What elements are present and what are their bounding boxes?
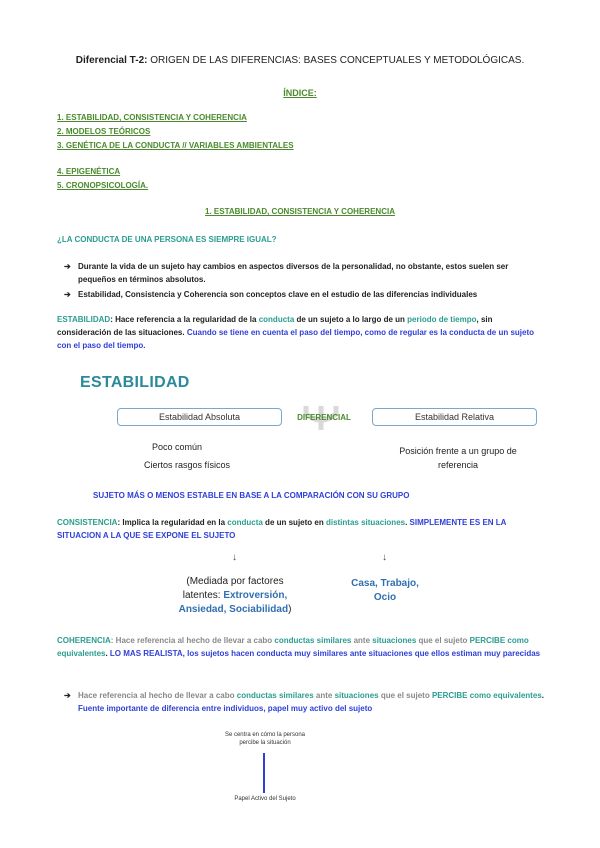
para-text: : Implica la regularidad en la [117,518,228,527]
index-link-3[interactable]: 3. GENÉTICA DE LA CONDUCTA // VARIABLES AMBIENTALES [57,141,294,150]
latentes-caption [160,575,310,617]
sujeto-note: SUJETO MÁS O MENOS ESTABLE EN BASE A LA COMPARACIÓN CON SU GRUPO [93,491,410,500]
bullet-text: Estabilidad, Consistencia y Coherencia son conceptos clave en el estudio de las diferencias individuales [78,290,478,299]
latentes-text: latentes: [182,590,224,601]
consistencia-label: CONSISTENCIA [57,518,118,527]
estabilidad-paragraph [57,313,545,352]
para-text: de un sujeto a lo largo de un [294,315,408,324]
highlight-equivalentes: como equivalentes [57,636,529,658]
bullet-item [64,260,545,286]
highlight-percibe: PERCIBE [469,636,506,645]
document-title [0,55,600,66]
consistencia-paragraph [57,516,545,542]
title-bold: Diferencial T-2: [75,55,148,66]
highlight-percibe: PERCIBE como equivalentes [431,691,542,700]
arrow-down-icon: ↓ [232,552,237,563]
estabilidad-heading: ESTABILIDAD [80,374,190,391]
estabilidad-label: ESTABILIDAD [57,315,111,324]
highlight-conducta: conducta [227,518,263,527]
mini-diagram-line-1: Se centra en cómo la persona [224,732,306,738]
highlight-situaciones: situaciones [334,691,379,700]
highlight-conducta: conducta [258,315,295,324]
diferencial-label: DIFERENCIAL [297,413,351,422]
mini-diagram-top [205,731,325,747]
index-link-4[interactable]: 4. EPIGENÉTICA [57,167,121,176]
para-text: . [405,518,410,527]
para-blue-text: Cuando se tiene en cuenta el paso del tiempo, como de regular es la conducta de un sujeto con el paso del tiempo. [57,328,535,350]
situations-caption [335,577,435,605]
highlight-periodo: periodo de tiempo [407,315,477,324]
index-heading: ÍNDICE: [283,88,317,98]
bullet-text: Durante la vida de un sujeto hay cambios en aspectos diversos de la personalidad, no obstante, estos suelen ser pequeños en términos absolutos. [78,262,509,284]
latentes-line-3 [160,603,310,617]
index-link-1[interactable]: 1. ESTABILIDAD, CONSISTENCIA Y COHERENCIA [57,113,247,122]
right-caption-2: referencia [437,460,479,470]
para-blue-text: SIMPLEMENTE ES EN LA SITUACION A LA QUE SE EXPONE EL SUJETO [57,518,507,540]
arrow-right-icon: ➔ [64,290,71,299]
right-caption-1: Posición frente a un grupo de [399,446,517,456]
latentes-blue: Ansiedad, Sociabilidad [178,604,289,615]
coherencia-label: COHERENCIA [57,636,111,645]
estabilidad-relativa-box: Estabilidad Relativa [372,408,537,426]
section-heading: 1. ESTABILIDAD, CONSISTENCIA Y COHERENCIA [205,207,395,216]
latentes-line-2 [160,589,310,603]
situations-line-1: Casa, Trabajo, [351,578,419,589]
coherencia-paragraph [57,634,545,660]
para-text: . [541,691,544,700]
mini-diagram-bottom: Papel Activo del Sujeto [234,796,296,802]
para-text: ante [351,636,373,645]
para-text: Hace referencia al hecho de llevar a cabo [78,691,237,700]
latentes-line-1: (Mediada por factores [186,576,284,587]
para-text: ante [313,691,335,700]
highlight-similares: conductas similares [274,636,352,645]
arrow-right-icon: ➔ [64,262,71,271]
index-link-2[interactable]: 2. MODELOS TEÓRICOS [57,127,151,136]
para-text: : Hace referencia al hecho de llevar a cabo [110,636,275,645]
coherencia-bullet [64,689,545,715]
para-blue-text: LO MAS REALISTA, los sujetos hacen conducta muy similares ante situaciones que ellos estiman muy parecidas [109,649,541,658]
para-text: . [105,649,110,658]
para-text: que el sujeto [416,636,470,645]
para-text: de un sujeto en [262,518,326,527]
title-rest: ORIGEN DE LAS DIFERENCIAS: BASES CONCEPTUALES Y METODOLÓGICAS. [147,55,525,66]
para-blue-text: Fuente importante de diferencia entre individuos, papel muy activo del sujeto [78,704,373,713]
left-caption-1: Poco común [151,442,203,452]
latentes-blue: Extroversión, [223,590,288,601]
index-link-5[interactable]: 5. CRONOPSICOLOGÍA. [57,181,149,190]
para-text: que el sujeto [378,691,432,700]
connector-line [263,753,265,793]
section-question: ¿LA CONDUCTA DE UNA PERSONA ES SIEMPRE IGUAL? [57,235,277,244]
situations-line-2: Ocio [373,592,397,603]
mini-diagram-line-2: percibe la situación [239,740,291,746]
para-text: : Hace referencia a la regularidad de la [110,315,259,324]
arrow-down-icon: ↓ [382,552,387,563]
arrow-right-icon: ➔ [64,691,71,700]
latentes-text: ) [288,604,292,615]
para-text: , sin consideración de las situaciones. [57,315,493,337]
left-caption-2: Ciertos rasgos físicos [143,460,231,470]
bullet-item [64,288,545,301]
highlight-similares: conductas similares [236,691,314,700]
highlight-situaciones: situaciones [372,636,417,645]
estabilidad-absoluta-box: Estabilidad Absoluta [117,408,282,426]
highlight-distintas: distintas situaciones [325,518,406,527]
